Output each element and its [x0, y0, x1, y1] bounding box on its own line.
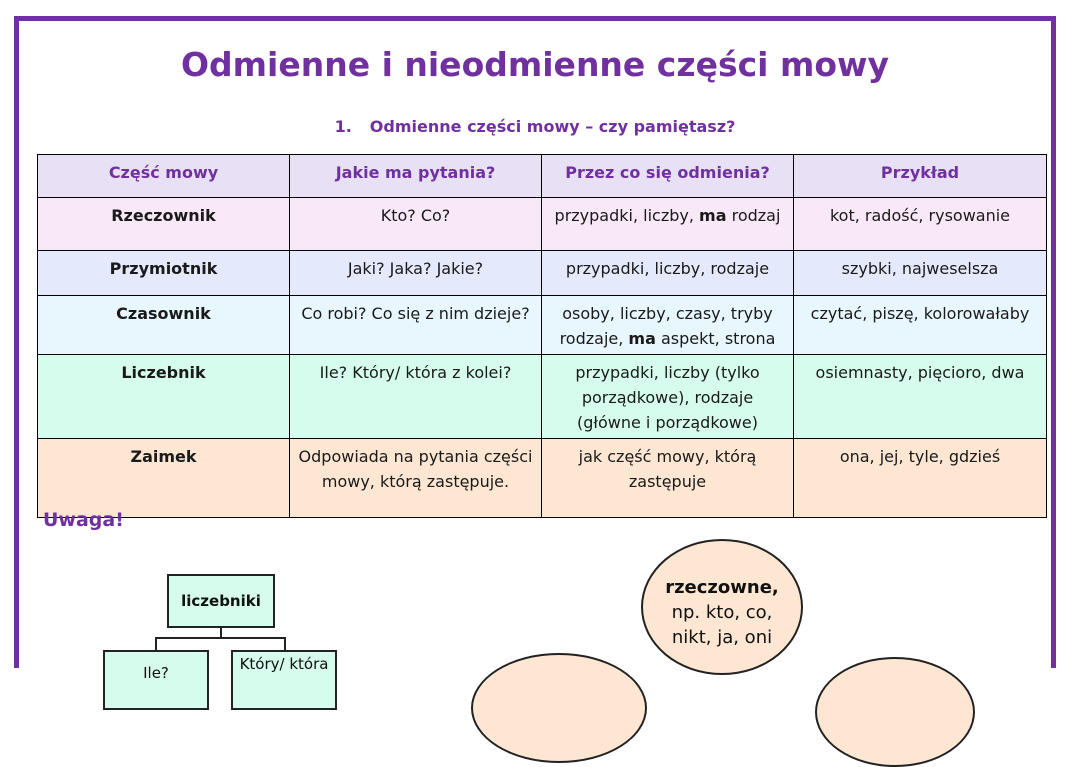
page-title: Odmienne i nieodmienne części mowy	[180, 45, 890, 84]
inflection-text: przypadki, liczby, rodzaje	[565, 259, 770, 278]
bubble-right	[815, 657, 975, 767]
inflection-cell	[542, 198, 794, 251]
questions-cell: Kto? Co?	[290, 198, 542, 251]
table-row	[38, 251, 1047, 296]
example-cell: czytać, piszę, kolorowałaby	[794, 296, 1047, 355]
inflection-cell	[542, 251, 794, 296]
column-header: Przez co się odmienia?	[542, 155, 794, 198]
section-heading	[19, 117, 1051, 136]
section-number: 1.	[334, 117, 352, 136]
diagram-root-box	[167, 574, 275, 628]
inflection-text: przypadki, liczby (tylko porządkowe), rodzaje (główne i porządkowe)	[575, 363, 760, 432]
diagram-child-box-left	[103, 650, 209, 710]
inflection-bold: ma	[699, 206, 727, 225]
diagram-connector	[284, 637, 286, 651]
inflection-text-rest: rodzaj	[731, 206, 781, 225]
parts-of-speech-table	[37, 154, 1047, 518]
questions-cell: Odpowiada na pytania części mowy, którą zastępuje.	[290, 439, 542, 518]
bubble-center-text	[643, 575, 801, 650]
diagram-child-box-right	[231, 650, 337, 710]
bubble-bold-line: rzeczowne,	[665, 577, 779, 598]
part-name: Czasownik	[38, 296, 290, 355]
bubble-line-3: nikt, ja, oni	[671, 627, 773, 648]
diagram-root-label: liczebniki	[181, 592, 261, 610]
bubble-line-2: np. kto, co,	[671, 602, 773, 623]
inflection-text: osoby, liczby, czasy, tryby rodzaje,	[559, 304, 773, 348]
table-row	[38, 296, 1047, 355]
section-heading-text: Odmienne części mowy – czy pamiętasz?	[369, 117, 736, 136]
diagram-child-label-left: Ile?	[143, 664, 169, 682]
inflection-cell	[542, 296, 794, 355]
part-name: Rzeczownik	[38, 198, 290, 251]
table-header-row	[38, 155, 1047, 198]
diagram-connector	[155, 637, 286, 639]
bubble-left	[471, 653, 647, 763]
document-frame	[14, 16, 1056, 682]
part-name: Przymiotnik	[38, 251, 290, 296]
inflection-cell	[542, 439, 794, 518]
diagram-child-label-right: Który/ która	[239, 655, 329, 673]
example-cell: ona, jej, tyle, gdzieś	[794, 439, 1047, 518]
column-header: Jakie ma pytania?	[290, 155, 542, 198]
inflection-text: jak część mowy, którą zastępuje	[578, 447, 757, 491]
inflection-bold: ma	[628, 329, 656, 348]
inflection-text: przypadki, liczby,	[554, 206, 694, 225]
inflection-text-rest: aspekt, strona	[660, 329, 776, 348]
diagram-connector	[155, 637, 157, 651]
table-row	[38, 439, 1047, 518]
table-row	[38, 198, 1047, 251]
example-cell: kot, radość, rysowanie	[794, 198, 1047, 251]
example-cell: szybki, najweselsza	[794, 251, 1047, 296]
part-name: Liczebnik	[38, 355, 290, 439]
bubble-center	[641, 539, 803, 675]
column-header: Przykład	[794, 155, 1047, 198]
questions-cell: Co robi? Co się z nim dzieje?	[290, 296, 542, 355]
column-header: Część mowy	[38, 155, 290, 198]
part-name: Zaimek	[38, 439, 290, 518]
questions-cell: Jaki? Jaka? Jakie?	[290, 251, 542, 296]
example-cell: osiemnasty, pięcioro, dwa	[794, 355, 1047, 439]
questions-cell: Ile? Który/ która z kolei?	[290, 355, 542, 439]
note-heading: Uwaga!	[43, 509, 124, 531]
inflection-cell	[542, 355, 794, 439]
table-row	[38, 355, 1047, 439]
